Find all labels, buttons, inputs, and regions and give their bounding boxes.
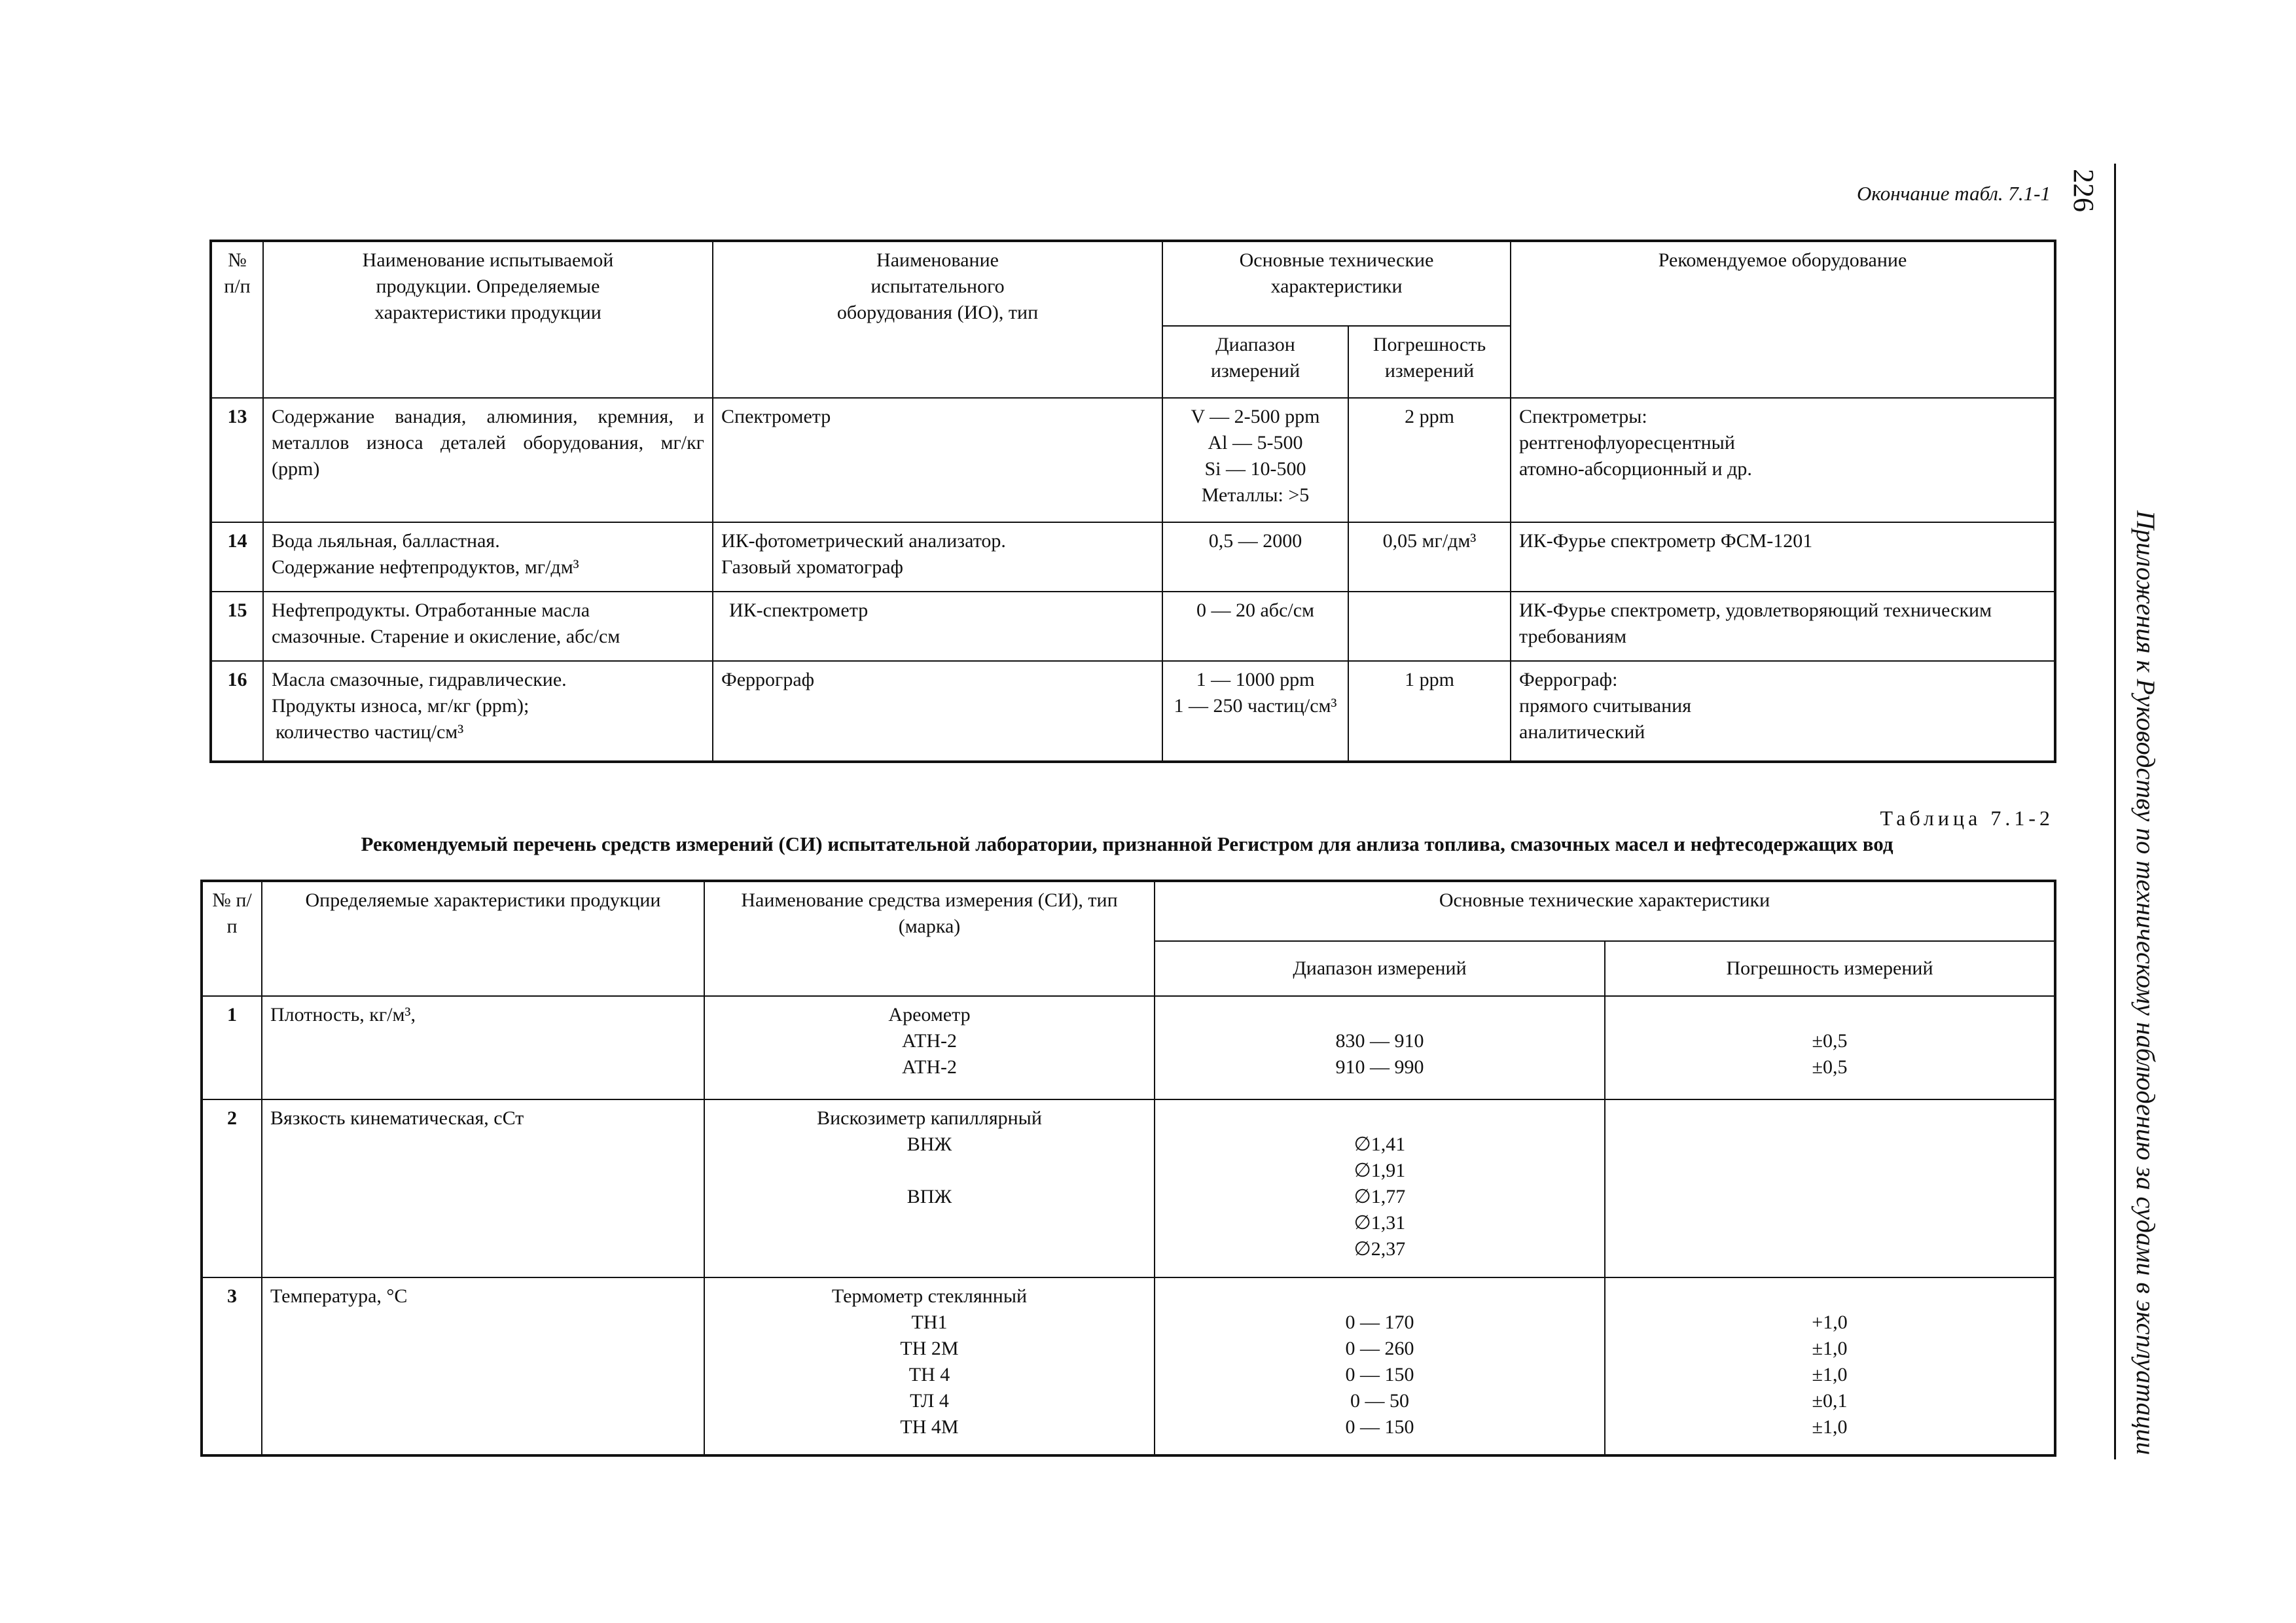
header-instrument: Наименование средства измерения (СИ), тип (марка) [704, 881, 1155, 996]
page-number: 226 [2068, 169, 2100, 212]
table-row [211, 522, 2055, 592]
header-characteristic: Определяемые характеристики продукции [262, 881, 704, 996]
range-line: 0 — 260 [1345, 1338, 1414, 1359]
error-cell: 0,05 мг/дм³ [1348, 522, 1511, 592]
row-num: 14 [211, 522, 263, 592]
error-cell: 2 ppm [1348, 398, 1511, 522]
table-row [211, 661, 2055, 762]
header-equipment: Наименование испытательного оборудования (ИО), тип [713, 241, 1162, 398]
product-cell [263, 661, 713, 762]
characteristic-cell: Температура, °С [262, 1277, 704, 1455]
table-title: Рекомендуемый перечень средств измерений (СИ) испытательной лаборатории, признанной Регистром для анлиза топлива, смазочных масел и нефтесодержащих вод [361, 832, 1893, 855]
error-cell [1605, 996, 2055, 1099]
equipment-cell: ИК-спектрометр [713, 592, 1162, 661]
product-line: Масла смазочные, гидравлические. [272, 669, 567, 690]
table-row [202, 1099, 2055, 1277]
product-cell [263, 522, 713, 592]
error-cell [1605, 1277, 2055, 1455]
recommended-cell [1511, 661, 2055, 762]
header-tech: Основные технические характеристики [1162, 241, 1511, 326]
recommended-line: Спектрометры: [1519, 406, 1647, 427]
instrument-line: ТН 4М [900, 1416, 959, 1438]
range-line: ∅2,37 [1354, 1238, 1406, 1260]
header-num: № п/п [211, 241, 263, 398]
table-7-1-1 [209, 240, 2056, 763]
header-range: Диапазон измерений [1155, 941, 1605, 996]
range-line: 1 — 250 частиц/см³ [1174, 695, 1337, 717]
error-line [1613, 1283, 2046, 1310]
equipment-cell [713, 522, 1162, 592]
header-recommended: Рекомендуемое оборудование [1511, 241, 2055, 398]
instrument-line: ВНЖ [906, 1133, 952, 1155]
error-cell: 1 ppm [1348, 661, 1511, 762]
row-num: 15 [211, 592, 263, 661]
range-cell: 0,5 — 2000 [1162, 522, 1348, 592]
range-line: 0 — 170 [1345, 1311, 1414, 1333]
range-line [1163, 1105, 1596, 1132]
recommended-line: аналитический [1519, 721, 1645, 743]
table-row [202, 1277, 2055, 1455]
instrument-line: Вискозиметр капиллярный [817, 1107, 1042, 1129]
range-line [1163, 1283, 1596, 1310]
range-cell [1155, 996, 1605, 1099]
recommended-cell: ИК-Фурье спектрометр ФСМ-1201 [1511, 522, 2055, 592]
range-cell [1162, 398, 1348, 522]
continuation-note: Окончание табл. 7.1-1 [1857, 182, 2051, 205]
error-line [1613, 1002, 2046, 1028]
instrument-line: Ареометр [888, 1004, 971, 1026]
product-cell [263, 592, 713, 661]
instrument-line: Термометр стеклянный [831, 1285, 1028, 1307]
row-num: 13 [211, 398, 263, 522]
recommended-line: рентгенофлуоресцентный [1519, 432, 1735, 454]
table-row [211, 398, 2055, 522]
error-line: +1,0 [1812, 1311, 1848, 1333]
range-line: 0 — 50 [1350, 1390, 1409, 1412]
range-line [1163, 1002, 1596, 1028]
row-num: 3 [202, 1277, 262, 1455]
equipment-cell: Феррограф [713, 661, 1162, 762]
table-caption: Таблица 7.1-2 [1880, 806, 2054, 830]
product-line: количество частиц/см³ [276, 721, 464, 743]
instrument-line: ТН 2М [900, 1338, 959, 1359]
instrument-line: ТН1 [911, 1311, 948, 1333]
table-row [202, 996, 2055, 1099]
equipment-line: ИК-фотометрический анализатор. [721, 530, 1006, 552]
range-line: ∅1,77 [1354, 1186, 1406, 1207]
instrument-cell [704, 1277, 1155, 1455]
error-line: ±0,5 [1812, 1030, 1848, 1052]
error-line: ±0,5 [1812, 1056, 1848, 1078]
range-cell [1155, 1099, 1605, 1277]
error-line: ±1,0 [1812, 1416, 1848, 1438]
product-cell: Содержание ванадия, алюминия, кремния, и металлов износа деталей оборудования, мг/кг (ppm) [263, 398, 713, 522]
range-line: 0 — 150 [1345, 1364, 1414, 1385]
product-line: смазочные. Старение и окисление, абс/см [272, 626, 620, 647]
product-line: Продукты износа, мг/кг (ppm); [272, 695, 529, 717]
side-rule [2114, 164, 2116, 1459]
header-num: № п/п [202, 881, 262, 996]
instrument-line: ВПЖ [906, 1186, 952, 1207]
instrument-line: АТН-2 [901, 1030, 957, 1052]
equipment-line: Газовый хроматограф [721, 556, 903, 578]
characteristic-cell: Вязкость кинематическая, сСт [262, 1099, 704, 1277]
error-cell [1348, 592, 1511, 661]
range-line: ∅1,41 [1354, 1133, 1406, 1155]
range-line: Металлы: >5 [1201, 484, 1310, 506]
instrument-cell [704, 1099, 1155, 1277]
recommended-line: прямого считывания [1519, 695, 1692, 717]
error-line: ±1,0 [1812, 1364, 1848, 1385]
range-line: 0 — 150 [1345, 1416, 1414, 1438]
range-line: 1 — 1000 ppm [1196, 669, 1315, 690]
range-line: 910 — 990 [1335, 1056, 1424, 1078]
range-line: V — 2-500 ppm [1191, 406, 1320, 427]
table-row [211, 592, 2055, 661]
range-cell: 0 — 20 абс/см [1162, 592, 1348, 661]
table-7-1-2 [200, 880, 2056, 1457]
error-cell [1605, 1099, 2055, 1277]
range-cell [1155, 1277, 1605, 1455]
equipment-cell: Спектрометр [713, 398, 1162, 522]
range-line: ∅1,31 [1354, 1212, 1406, 1234]
range-line: ∅1,91 [1354, 1160, 1406, 1181]
header-product: Наименование испытываемой продукции. Определяемые характеристики продукции [263, 241, 713, 398]
error-line: ±0,1 [1812, 1390, 1848, 1412]
row-num: 1 [202, 996, 262, 1099]
product-line: Содержание нефтепродуктов, мг/дм³ [272, 556, 579, 578]
header-tech: Основные технические характеристики [1155, 881, 2055, 941]
instrument-line: ТЛ 4 [910, 1390, 949, 1412]
product-line: Нефтепродукты. Отработанные масла [272, 599, 590, 621]
instrument-line: ТН 4 [908, 1364, 950, 1385]
header-range: Диапазон измерений [1162, 326, 1348, 398]
range-cell [1162, 661, 1348, 762]
row-num: 16 [211, 661, 263, 762]
recommended-line: атомно-абсорционный и др. [1519, 458, 1752, 480]
characteristic-cell: Плотность, кг/м³, [262, 996, 704, 1099]
recommended-cell: ИК-Фурье спектрометр, удовлетворяющий техническим требованиям [1511, 592, 2055, 661]
header-error: Погрешность измерений [1605, 941, 2055, 996]
instrument-cell [704, 996, 1155, 1099]
range-line: Si — 10-500 [1204, 458, 1306, 480]
product-line: Вода льяльная, балластная. [272, 530, 500, 552]
header-error: Погрешность измерений [1348, 326, 1511, 398]
recommended-line: Феррограф: [1519, 669, 1618, 690]
range-line: Al — 5-500 [1208, 432, 1303, 454]
row-num: 2 [202, 1099, 262, 1277]
instrument-line [713, 1158, 1146, 1184]
error-line: ±1,0 [1812, 1338, 1848, 1359]
side-running-title: Приложения к Руководству по техническому наблюдению за судами в эксплуатации [2131, 510, 2161, 1455]
range-line: 830 — 910 [1335, 1030, 1424, 1052]
recommended-cell [1511, 398, 2055, 522]
instrument-line: АТН-2 [901, 1056, 957, 1078]
